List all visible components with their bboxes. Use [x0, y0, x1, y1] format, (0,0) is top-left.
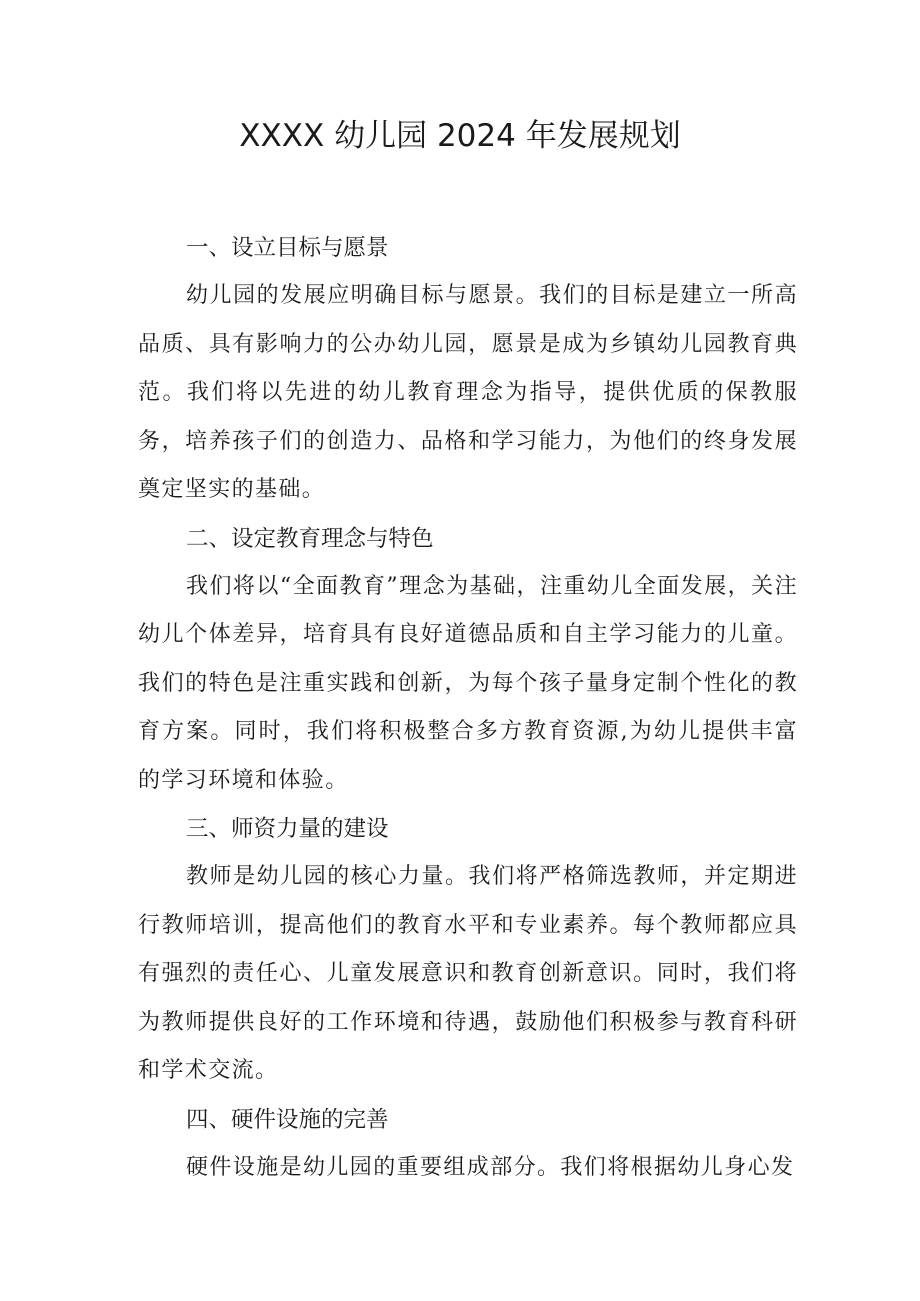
section-heading: 四、硬件设施的完善	[186, 1106, 389, 1133]
section-heading: 三、师资力量的建设	[186, 816, 389, 842]
section-4	[138, 1096, 798, 1193]
document-title: XXXX 幼儿园 2024 年发展规划	[239, 118, 681, 154]
section-heading: 二、设定教育理念与特色	[186, 525, 434, 552]
section-3	[138, 805, 798, 1096]
section-2	[138, 515, 798, 806]
document-body	[138, 224, 798, 1192]
section-paragraph: 教师是幼儿园的核心力量。我们将严格筛选教师，并定期进行教师培训，提高他们的教育水平和专业素养。每个教师都应具有强烈的责任心、儿童发展意识和教育创新意识。同时，我们将为教师提供良好的工作环境和待遇，鼓励他们积极参与教育科研和学术交流。	[138, 864, 798, 1083]
section-1	[138, 224, 798, 515]
section-heading: 一、设立目标与愿景	[186, 235, 389, 261]
section-paragraph: 硬件设施是幼儿园的重要组成部分。我们将根据幼儿身心发	[186, 1154, 795, 1180]
section-paragraph: 幼儿园的发展应明确目标与愿景。我们的目标是建立一所高品质、具有影响力的公办幼儿园，愿景是成为乡镇幼儿园教育典范。我们将以先进的幼儿教育理念为指导，提供优质的保教服务，培养孩子们的创造力、品格和学习能力，为他们的终身发展奠定坚实的基础。	[138, 283, 798, 502]
section-paragraph: 我们将以“全面教育”理念为基础，注重幼儿全面发展，关注幼儿个体差异，培育具有良好道德品质和自主学习能力的儿童。我们的特色是注重实践和创新，为每个孩子量身定制个性化的教育方案。同时，我们将积极整合多方教育资源,为幼儿提供丰富的学习环境和体验。	[138, 573, 798, 793]
